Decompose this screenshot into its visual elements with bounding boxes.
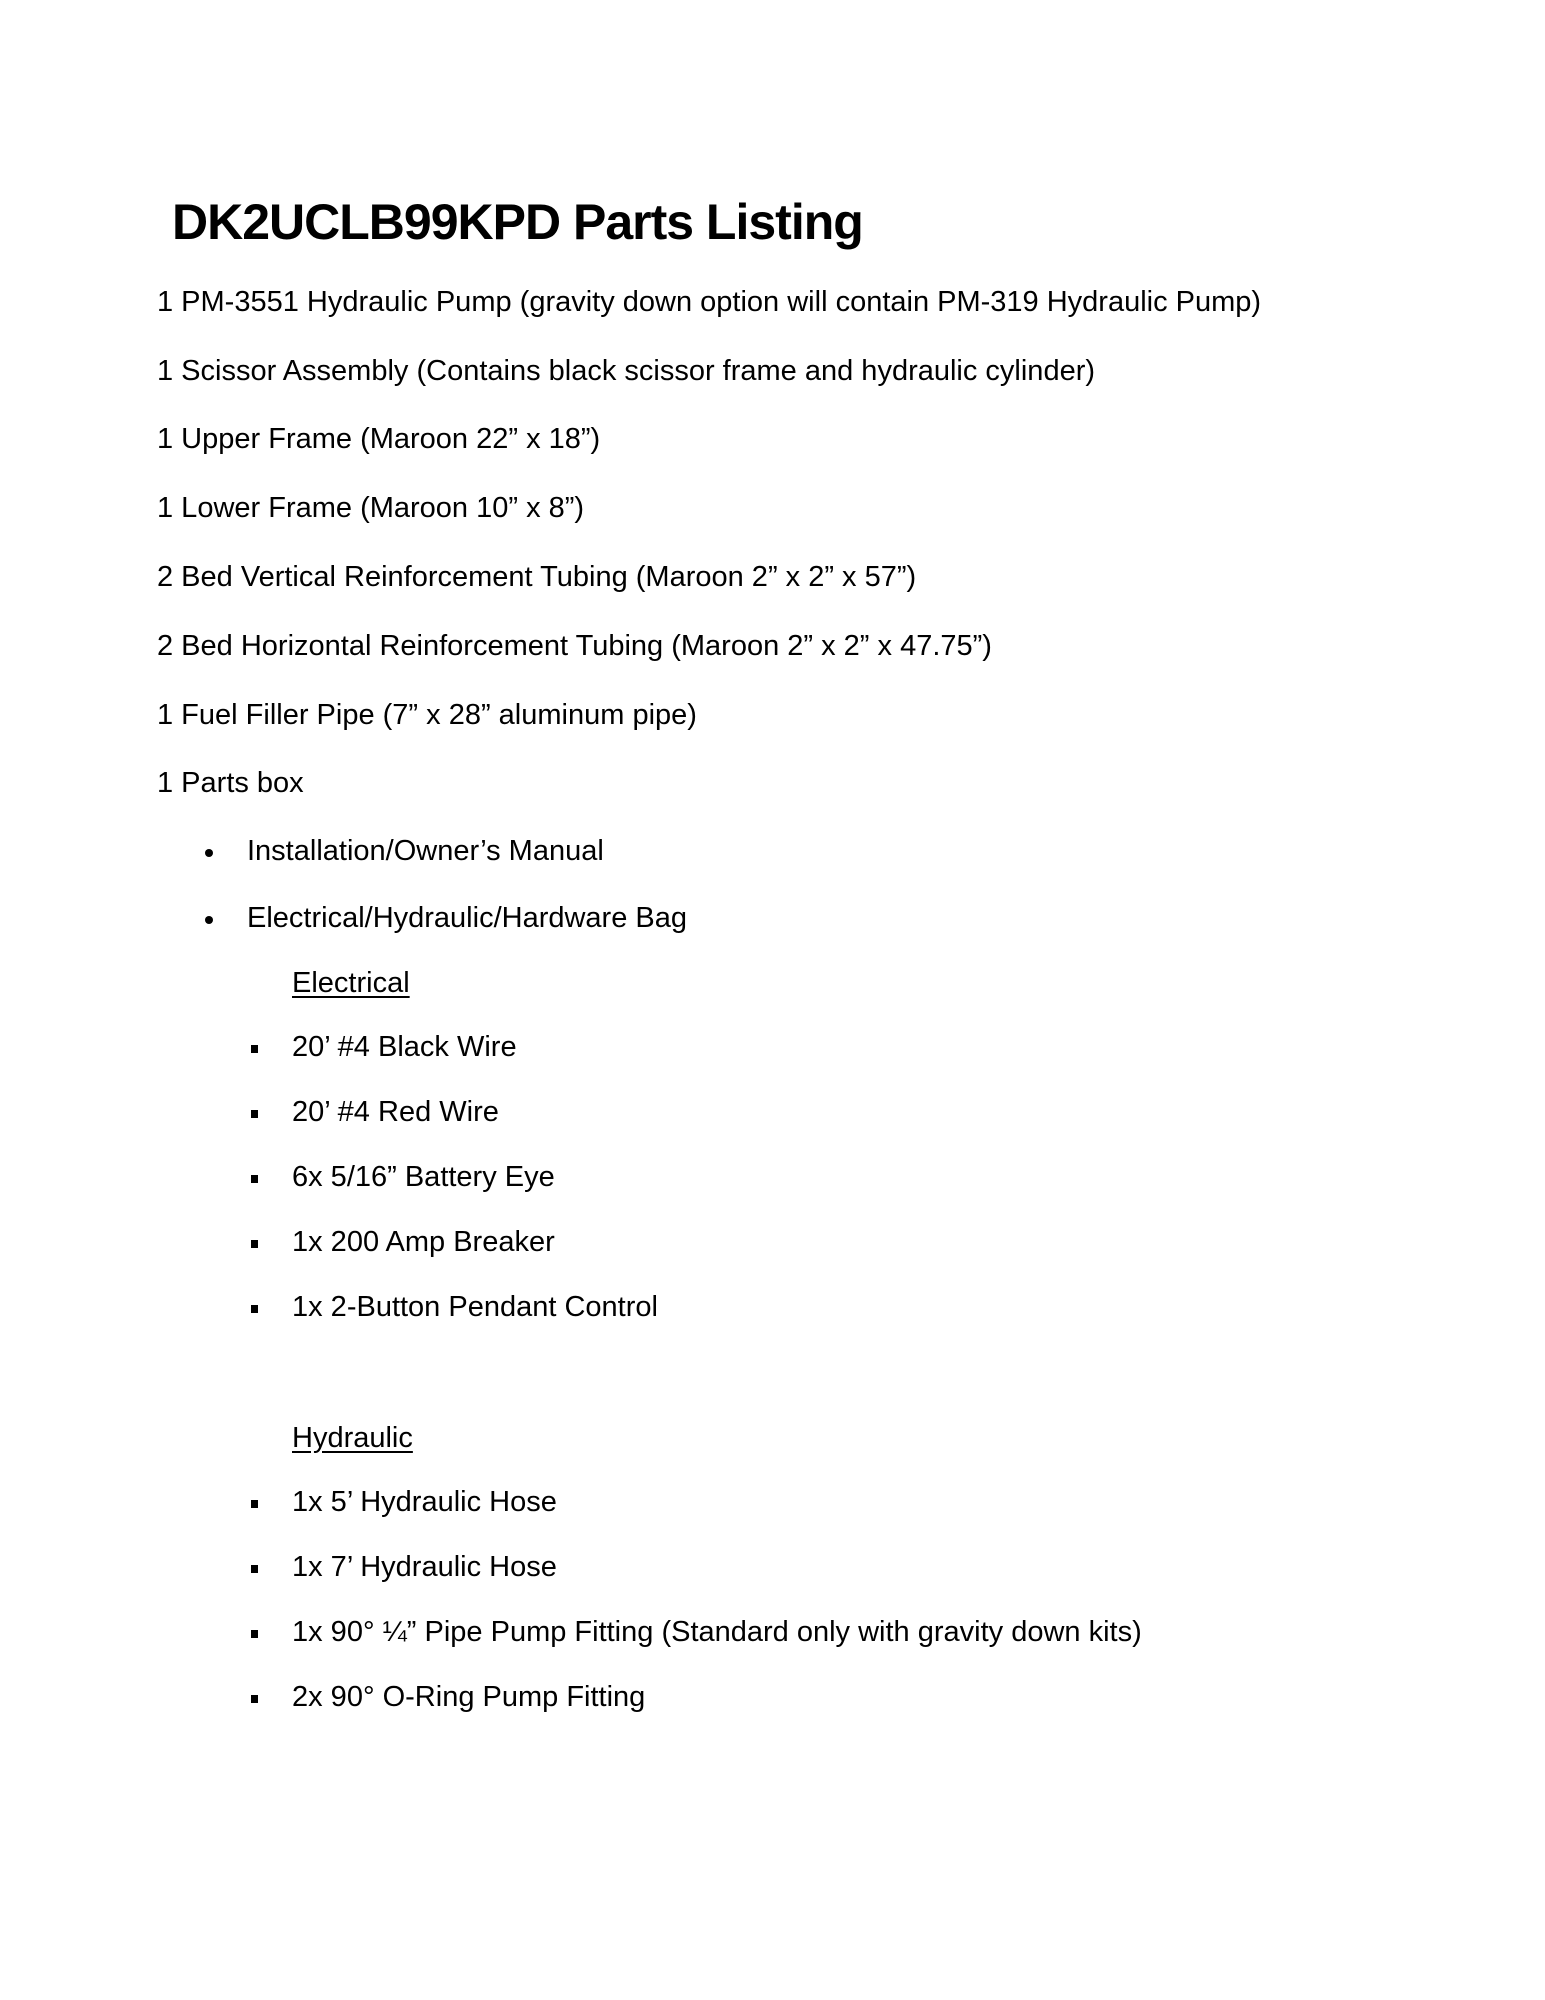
bullet-square-icon	[251, 1630, 258, 1638]
electrical-item: 20’ #4 Black Wire	[292, 1031, 517, 1063]
section-heading-electrical: Electrical	[292, 967, 410, 999]
part-item-parts-box: 1 Parts box	[157, 767, 304, 799]
part-item-upper-frame: 1 Upper Frame (Maroon 22” x 18”)	[157, 423, 601, 455]
electrical-item: 6x 5/16” Battery Eye	[292, 1161, 555, 1193]
electrical-item: 1x 2-Button Pendant Control	[292, 1291, 658, 1323]
bullet-square-icon	[251, 1175, 258, 1183]
part-item-horizontal-tubing: 2 Bed Horizontal Reinforcement Tubing (Maroon 2” x 2” x 47.75”)	[157, 630, 992, 662]
hydraulic-item: 1x 7’ Hydraulic Hose	[292, 1551, 557, 1583]
section-heading-hydraulic: Hydraulic	[292, 1422, 413, 1454]
bullet-square-icon	[251, 1565, 258, 1573]
electrical-item: 20’ #4 Red Wire	[292, 1096, 499, 1128]
part-item-fuel-filler-pipe: 1 Fuel Filler Pipe (7” x 28” aluminum pipe)	[157, 699, 697, 731]
bullet-dot-icon	[205, 916, 213, 924]
hydraulic-item: 1x 5’ Hydraulic Hose	[292, 1486, 557, 1518]
bullet-square-icon	[251, 1305, 258, 1313]
electrical-item: 1x 200 Amp Breaker	[292, 1226, 555, 1258]
bullet-square-icon	[251, 1110, 258, 1118]
bullet-square-icon	[251, 1045, 258, 1053]
part-item-scissor-assembly: 1 Scissor Assembly (Contains black scissor frame and hydraulic cylinder)	[157, 355, 1096, 387]
hydraulic-item: 2x 90° O-Ring Pump Fitting	[292, 1681, 646, 1713]
bullet-square-icon	[251, 1695, 258, 1703]
hydraulic-item: 1x 90° ¼” Pipe Pump Fitting (Standard only with gravity down kits)	[292, 1616, 1142, 1648]
parts-box-item-manual: Installation/Owner’s Manual	[247, 835, 604, 867]
part-item-vertical-tubing: 2 Bed Vertical Reinforcement Tubing (Maroon 2” x 2” x 57”)	[157, 561, 917, 593]
bullet-dot-icon	[205, 849, 213, 857]
bullet-square-icon	[251, 1240, 258, 1248]
parts-box-item-bag: Electrical/Hydraulic/Hardware Bag	[247, 902, 687, 934]
part-item-pump: 1 PM-3551 Hydraulic Pump (gravity down option will contain PM-319 Hydraulic Pump)	[157, 286, 1262, 318]
page-title: DK2UCLB99KPD Parts Listing	[172, 194, 863, 250]
bullet-square-icon	[251, 1500, 258, 1508]
part-item-lower-frame: 1 Lower Frame (Maroon 10” x 8”)	[157, 492, 585, 524]
